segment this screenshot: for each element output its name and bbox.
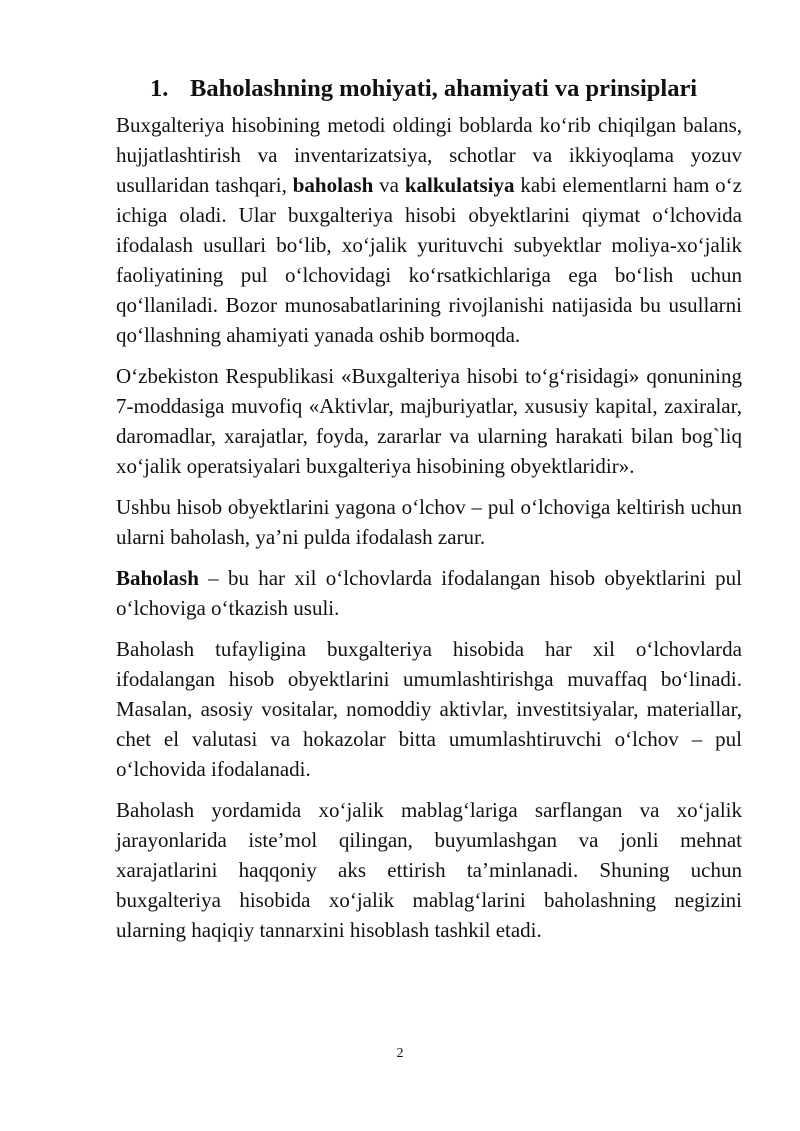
section-number: 1.: [150, 75, 169, 102]
bold-term-baholash: baholash: [292, 173, 374, 197]
paragraph-unit-of-measure: Ushbu hisob obyektlarini yagona o‘lchov – pul o‘lchoviga keltirish uchun ularni baholash, ya’ni pulda ifodalash zarur.: [116, 495, 742, 549]
document-page: [116, 74, 742, 956]
page-number: 2: [396, 1046, 404, 1061]
paragraph-cost-reflection: Baholash yordamida xo‘jalik mablag‘lariga sarflangan va xo‘jalik jarayonlarida iste’mol qilingan, buyumlashgan va jonli mehnat xarajatlarini haqqoniy aks ettirish ta’minlanadi. Shuning uchun buxgalteriya hisobida xo‘jalik mablag‘larini baholashning negizini ularning haqiqiy tannarxini hisoblash tashkil etadi.: [116, 798, 742, 942]
definition-term: Baholash: [116, 566, 199, 590]
paragraph-text: Buxgalteriya hisobining metodi oldingi boblarda ko‘rib chiqilgan balans, hujjatlashtirish va inventarizatsiya, schotlar va ikkiyoqlama yozuv usullaridan tashqari,: [116, 113, 742, 197]
paragraph-definition: [116, 563, 742, 623]
paragraph-text: kabi elementlarni ham o‘z ichiga oladi. Ular buxgalteriya hisobi obyektlarini qiymat o‘lchovida ifodalash usullari bo‘lib, xo‘jalik yurituvchi subyektlar moliya-xo‘jalik faoliyatining pul o‘lchovidagi ko‘rsatkichlariga ega bo‘lish uchun qo‘llaniladi. Bozor munosabatlarining rivojlanishi natijasida bu usullarni qo‘llashning ahamiyati yanada oshib bormoqda.: [116, 173, 742, 347]
paragraph-generalization: Baholash tufayligina buxgalteriya hisobida har xil o‘lchovlarda ifodalangan hisob obyektlarini umumlashtirishga muvaffaq bo‘linadi. Masalan, asosiy vositalar, nomoddiy aktivlar, investitsiyalar, materiallar, chet el valutasi va hokazolar bitta umumlashtiruvchi o‘lchov – pul o‘lchovida ifodalanadi.: [116, 637, 742, 781]
paragraph-law-citation: O‘zbekiston Respublikasi «Buxgalteriya hisobi to‘g‘risidagi» qonunining 7-moddasiga muvofiq «Aktivlar, majburiyatlar, xususiy kapital, zaxiralar, daromadlar, xarajatlar, foyda, zararlar va ularning harakati bilan bog`liq xo‘jalik operatsiyalari buxgalteriya hisobining obyektlaridir».: [116, 364, 742, 478]
paragraph-text: va: [373, 173, 405, 197]
definition-text: – bu har xil o‘lchovlarda ifodalangan hisob obyektlarini pul o‘lchoviga o‘tkazish usuli.: [116, 566, 742, 620]
bold-term-kalkulatsiya: kalkulatsiya: [404, 173, 515, 197]
paragraph-accounting-method: [116, 110, 742, 350]
section-title: Baholashning mohiyati, ahamiyati va prinsiplari: [190, 75, 698, 102]
section-heading: [116, 74, 742, 104]
